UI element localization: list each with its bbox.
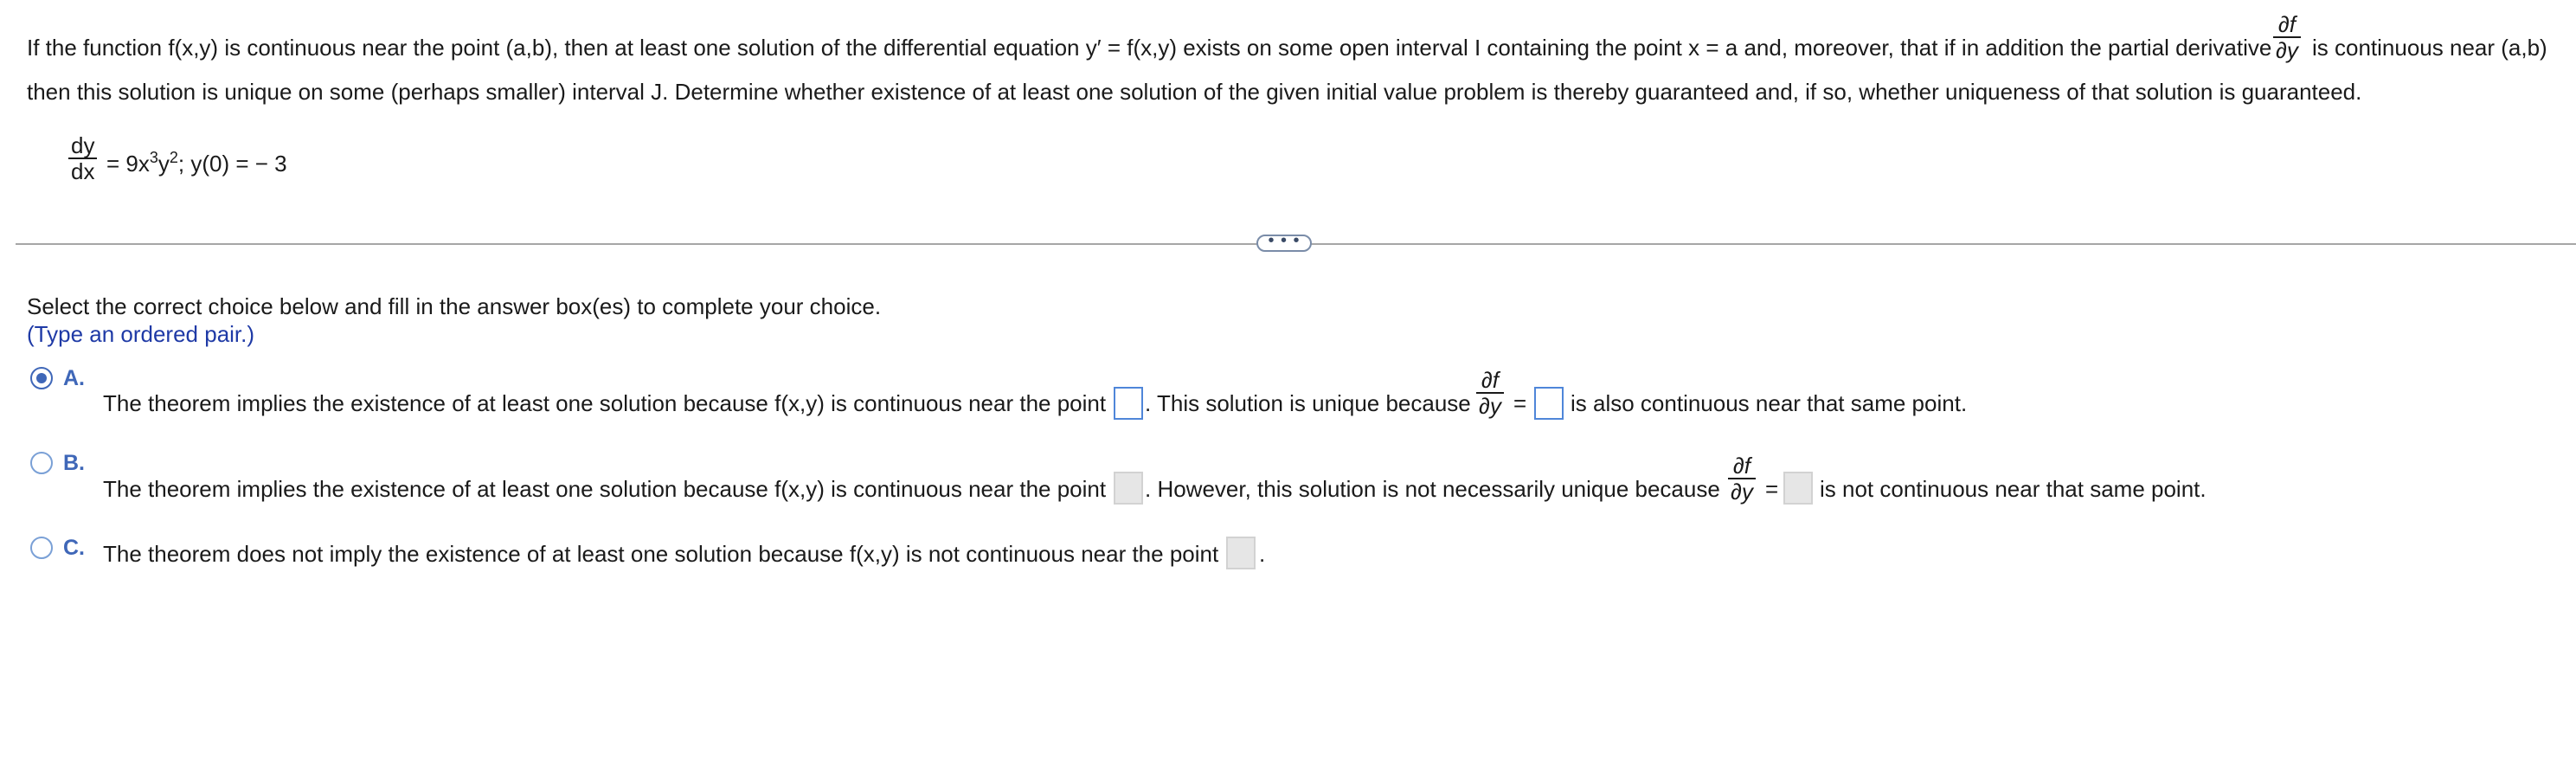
choice-a-text2: . This solution is unique because [1145,390,1471,416]
partial-derivative-fraction [2273,12,2301,62]
choice-b-text2: . However, this solution is not necessarily unique because [1145,476,1720,502]
partial-numerator: ∂f [1481,367,1499,393]
choice-a-partial-fraction [1476,368,1504,418]
equation-rhs-prefix: = 9x [106,151,150,177]
problem-intro-line1: If the function f(x,y) is continuous near the point (a,b), then at least one solution of the differential equation y′ = f(x,y) exists on some open interval I containing the point x = a and, moreover, that if in addition the partial derivative [27,35,2272,61]
choice-b-radio[interactable] [30,452,53,474]
equation-initial-condition: ; y(0) = − 3 [177,151,287,177]
choice-a-text1: The theorem implies the existence of at least one solution because f(x,y) is continuous near the point [103,390,1107,416]
problem-intro-line2: then this solution is unique on some (perhaps smaller) interval J. Determine whether existence of at least one solution of the given initial value problem is thereby guaranteed and, if so, whether uniqueness of that solution is guaranteed. [27,79,2362,105]
choice-b-partial-answer-box[interactable] [1783,472,1813,505]
equation-rhs [106,151,287,177]
choice-c-radio[interactable] [30,537,53,559]
choice-c-point-answer-box[interactable] [1226,537,1256,569]
choice-a-partial-answer-box[interactable] [1534,387,1564,420]
choice-b-partial-fraction [1728,453,1756,504]
choice-b-letter[interactable]: B. [63,451,85,475]
choice-b-point-answer-box[interactable] [1114,472,1143,505]
choice-a-point-answer-box[interactable] [1114,387,1143,420]
instruction-hint: (Type an ordered pair.) [27,321,255,347]
partial-denominator: ∂y [1479,393,1501,419]
choice-a-radio[interactable] [30,367,53,389]
choice-c-letter[interactable]: C. [63,536,85,560]
choice-a-letter[interactable]: A. [63,366,85,390]
choice-a-equals: = [1513,390,1527,416]
partial-numerator: ∂f [1732,453,1751,479]
choice-c-text1: The theorem does not imply the existence of at least one solution because f(x,y) is not continuous near the point [103,541,1219,567]
equation-rhs-y: y [157,151,170,177]
choice-b-text1: The theorem implies the existence of at least one solution because f(x,y) is continuous near the point [103,476,1107,502]
equation-exponent-x: 3 [149,149,158,166]
equation-lhs-denominator: dx [71,158,95,184]
instruction-text: Select the correct choice below and fill in the answer box(es) to complete your choice. [27,293,882,319]
partial-denominator: ∂y [2276,37,2298,63]
partial-numerator: ∂f [2277,11,2296,37]
choice-b-text3: is not continuous near that same point. [1820,476,2207,502]
choice-b-equals: = [1765,476,1779,502]
equation-lhs-numerator: dy [71,132,95,158]
choice-a-text3: is also continuous near that same point. [1571,390,1968,416]
equation-lhs-fraction [68,133,97,183]
equation-exponent-y: 2 [169,149,178,166]
problem-intro-line1-end: is continuous near (a,b) [2312,35,2547,61]
choice-c-text2: . [1259,541,1266,567]
partial-denominator: ∂y [1731,479,1753,505]
expand-button[interactable]: • • • [1256,235,1312,252]
